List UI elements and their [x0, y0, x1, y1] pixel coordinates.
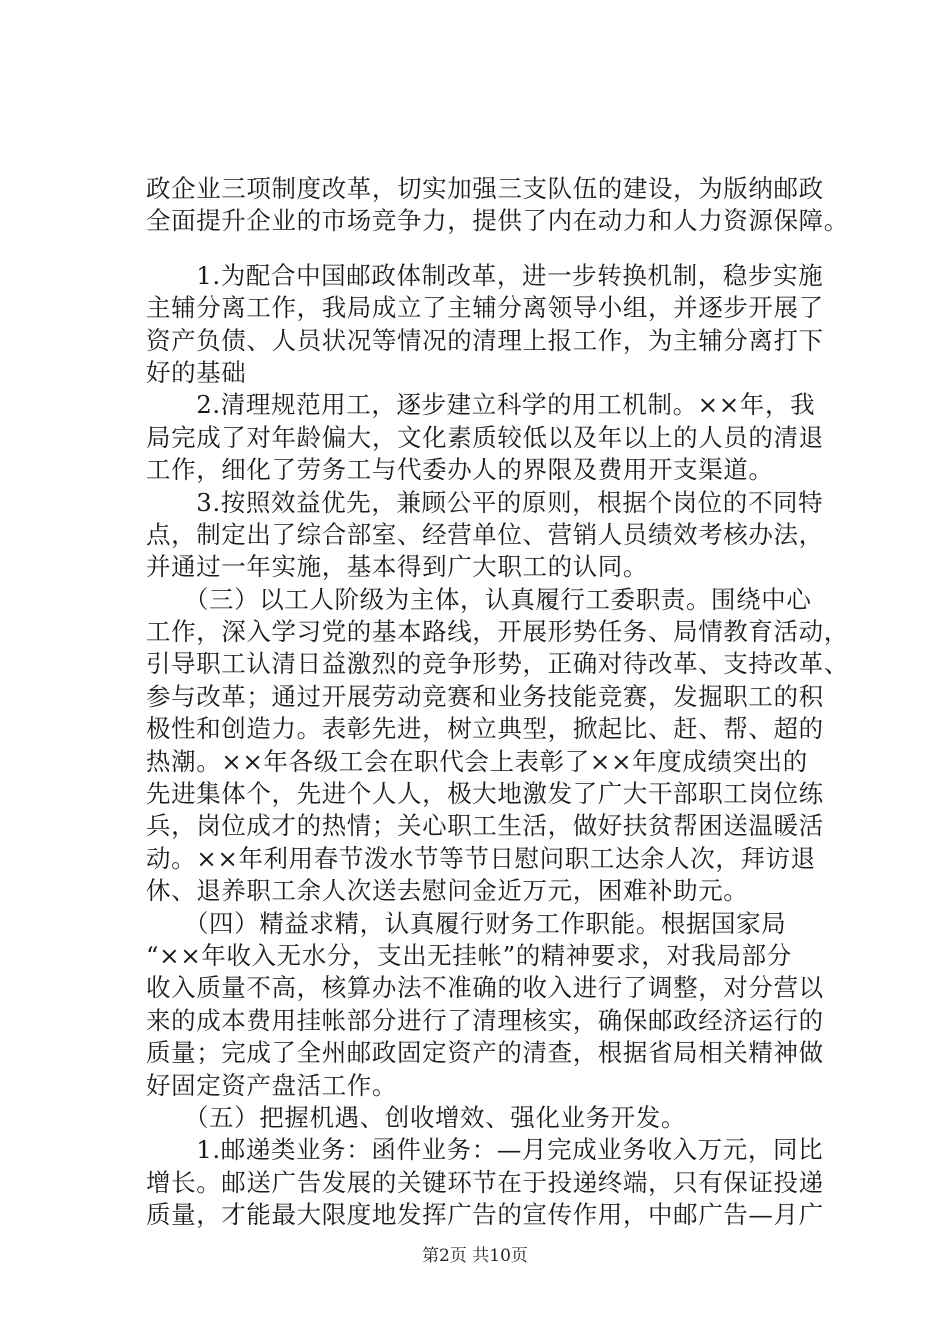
text-line: 休、退养职工余人次送去慰问金近万元，困难补助元。 — [146, 876, 749, 906]
text-line: 极性和创造力。表彰先进，树立典型，掀起比、赶、帮、超的 — [146, 714, 824, 744]
text-line: 好的基础 — [146, 357, 247, 387]
text-line: 工作，深入学习党的基本路线，开展形势任务、局情教育活动， — [146, 617, 849, 647]
text-line: 主辅分离工作，我局成立了主辅分离领导小组，并逐步开展了 — [146, 293, 824, 323]
text-line: 来的成本费用挂帐部分进行了清理核实，确保邮政经济运行的 — [146, 1005, 824, 1035]
text-line: 政企业三项制度改革，切实加强三支队伍的建设，为版纳邮政 — [146, 174, 824, 203]
text-line: 1.为配合中国邮政体制改革，进一步转换机制，稳步实施 — [146, 260, 824, 290]
paragraph-p5 — [146, 908, 846, 1102]
text-line: 引导职工认清日益激烈的竞争形势，正确对待改革、支持改革、 — [146, 649, 849, 679]
text-line: 增长。邮送广告发展的关键环节在于投递终端，只有保证投递 — [146, 1167, 824, 1197]
text-line: （五）把握机遇、创收增效、强化业务开发。 — [146, 1102, 686, 1132]
text-line: 点，制定出了综合部室、经营单位、营销人员绩效考核办法， — [146, 519, 824, 549]
text-line: “××年收入无水分，支出无挂帐”的精神要求，对我局部分 — [146, 940, 792, 970]
text-line: 参与改革；通过开展劳动竞赛和业务技能竞赛，发掘职工的积 — [146, 681, 824, 711]
paragraph-spacer — [146, 238, 846, 260]
page-footer: 第2页 共10页 — [422, 1246, 528, 1266]
paragraph-p0 — [146, 173, 849, 238]
text-line: 2.清理规范用工，逐步建立科学的用工机制。××年，我 — [146, 390, 816, 420]
paragraph-p2 — [146, 389, 846, 486]
paragraph-p6 — [146, 1102, 846, 1134]
text-line: 并通过一年实施，基本得到广大职工的认同。 — [146, 552, 648, 582]
paragraph-p7 — [146, 1134, 846, 1231]
text-line: 兵，岗位成才的热情；关心职工生活，做好扶贫帮困送温暖活 — [146, 811, 824, 841]
text-line: 全面提升企业的市场竞争力，提供了内在动力和人力资源保障。 — [146, 206, 849, 236]
paragraph-p4 — [146, 584, 849, 908]
text-line: 质量，才能最大限度地发挥广告的宣传作用，中邮广告—月广 — [146, 1200, 824, 1230]
document-body — [146, 173, 849, 1232]
text-line: 先进集体个，先进个人人，极大地激发了广大干部职工岗位练 — [146, 779, 824, 809]
text-line: 动。××年利用春节泼水节等节日慰问职工达余人次，拜访退 — [146, 843, 816, 873]
text-line: 1.邮递类业务：函件业务：—月完成业务收入万元，同比 — [146, 1135, 824, 1165]
text-line: 资产负债、人员状况等情况的清理上报工作，为主辅分离打下 — [146, 325, 824, 355]
paragraph-p3 — [146, 487, 846, 584]
text-line: 3.按照效益优先，兼顾公平的原则，根据个岗位的不同特 — [146, 487, 824, 517]
text-line: 质量；完成了全州邮政固定资产的清查，根据省局相关精神做 — [146, 1038, 824, 1068]
paragraph-p1 — [146, 260, 846, 390]
text-line: （三）以工人阶级为主体，认真履行工委职责。围绕中心 — [146, 584, 812, 614]
text-line: 收入质量不高，核算办法不准确的收入进行了调整，对分营以 — [146, 973, 824, 1003]
text-line: 局完成了对年龄偏大，文化素质较低以及年以上的人员的清退 — [146, 422, 824, 452]
text-line: 热潮。××年各级工会在职代会上表彰了××年度成绩突出的 — [146, 746, 808, 776]
text-line: 工作，细化了劳务工与代委办人的界限及费用开支渠道。 — [146, 455, 774, 485]
text-line: （四）精益求精，认真履行财务工作职能。根据国家局 — [146, 908, 787, 938]
text-line: 好固定资产盘活工作。 — [146, 1070, 397, 1100]
